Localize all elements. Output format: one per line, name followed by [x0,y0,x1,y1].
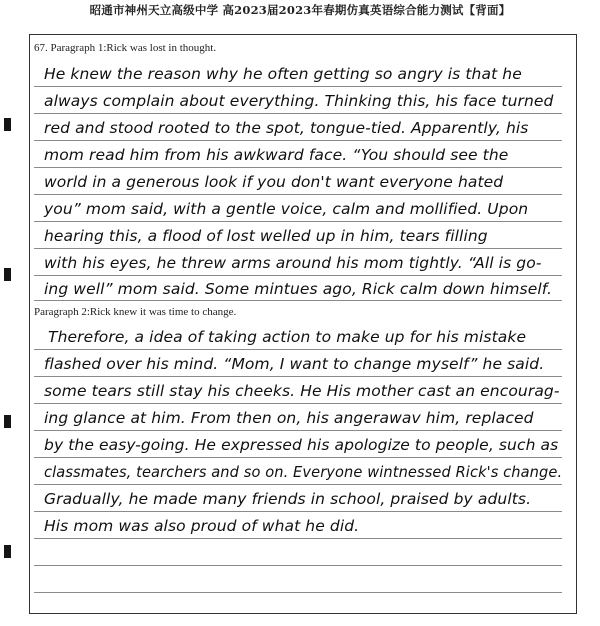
alignment-marker [4,415,11,428]
paragraph1-prompt: 67. Paragraph 1:Rick was lost in thought. [34,42,217,54]
handwritten-line: hearing this, a flood of lost welled up in him, tears filling [44,227,488,245]
handwritten-line: ing well” mom said. Some mintues ago, Rick calm down himself. [44,280,553,298]
ruled-line [34,376,562,377]
ruled-line [34,275,562,276]
ruled-line [34,511,562,512]
handwritten-line: always complain about everything. Thinking this, his face turned [44,92,554,110]
ruled-line [34,194,562,195]
handwritten-line: mom read him from his awkward face. “You should see the [44,146,509,164]
ruled-line [34,484,562,485]
handwritten-line: with his eyes, he threw arms around his mom tightly. “All is go- [44,254,542,272]
alignment-marker [4,118,11,131]
handwritten-line: red and stood rooted to the spot, tongue-tied. Apparently, his [44,119,529,137]
paragraph2-prompt: Paragraph 2:Rick knew it was time to change. [34,306,237,318]
ruled-line [34,430,562,431]
handwritten-line: by the easy-going. He expressed his apologize to people, such as [44,436,559,454]
handwritten-line: some tears still stay his cheeks. He His mother cast an encourag- [44,382,560,400]
ruled-line [34,538,562,539]
exam-header: 昭通市神州天立高级中学 高2023届2023年春期仿真英语综合能力测试【背面】 [89,3,511,17]
ruled-line [34,140,562,141]
handwritten-line: He knew the reason why he often getting so angry is that he [44,65,522,83]
handwritten-line: flashed over his mind. “Mom, I want to change myself” he said. [44,355,545,373]
handwritten-line: classmates, tearchers and so on. Everyone wintnessed Rick's change. [44,463,563,481]
ruled-line [34,300,562,301]
handwritten-line: ing glance at him. From then on, his angerawav him, replaced [44,409,534,427]
ruled-line [34,248,562,249]
handwritten-line: Therefore, a idea of taking action to make up for his mistake [48,328,527,346]
ruled-line [34,221,562,222]
handwritten-line: you” mom said, with a gentle voice, calm and mollified. Upon [44,200,529,218]
ruled-line [34,592,562,593]
ruled-line [34,86,562,87]
handwritten-line: His mom was also proud of what he did. [44,517,360,535]
handwritten-line: Gradually, he made many friends in school, praised by adults. [44,490,532,508]
ruled-line [34,113,562,114]
alignment-marker [4,268,11,281]
ruled-line [34,403,562,404]
ruled-line [34,457,562,458]
ruled-line [34,565,562,566]
alignment-marker [4,545,11,558]
ruled-line [34,349,562,350]
ruled-line [34,167,562,168]
handwritten-line: world in a generous look if you don't want everyone hated [44,173,504,191]
